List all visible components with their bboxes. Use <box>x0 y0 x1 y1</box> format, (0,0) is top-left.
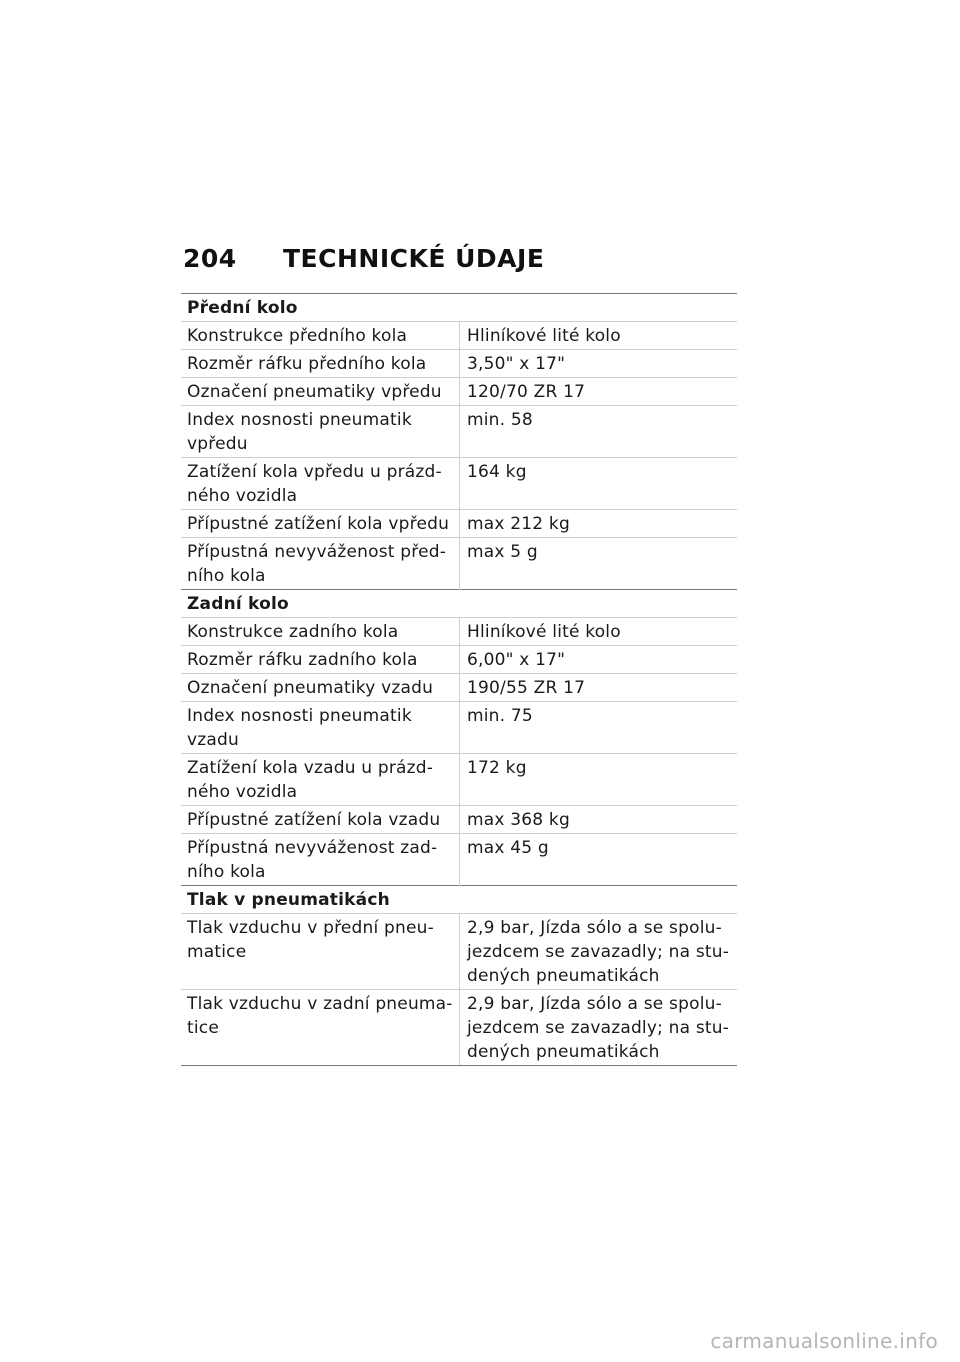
section-title: Zadní kolo <box>181 590 737 618</box>
table-row <box>181 458 737 510</box>
spec-value: max 45 g <box>460 834 738 886</box>
spec-label: Konstrukce předního kola <box>181 322 460 350</box>
page-title: TECHNICKÉ ÚDAJE <box>283 244 545 273</box>
table-row <box>181 538 737 590</box>
table-row <box>181 754 737 806</box>
spec-value: 2,9 bar, Jízda sólo a se spolu-jezdcem se zavazadly; na stu-dených pneumatikách <box>460 914 738 990</box>
spec-value: min. 75 <box>460 702 738 754</box>
spec-label: Přípustné zatížení kola vzadu <box>181 806 460 834</box>
spec-label: Přípustné zatížení kola vpředu <box>181 510 460 538</box>
spec-label: Rozměr ráfku zadního kola <box>181 646 460 674</box>
section-header-tire-pressure <box>181 886 737 914</box>
section-header-front-wheel <box>181 294 737 322</box>
spec-label: Index nosnosti pneumatik vzadu <box>181 702 460 754</box>
spec-value: 164 kg <box>460 458 738 510</box>
watermark: carmanualsonline.info <box>710 1329 938 1353</box>
spec-value: Hliníkové lité kolo <box>460 322 738 350</box>
table-row <box>181 806 737 834</box>
spec-label: Zatížení kola vpředu u prázd-ného vozidla <box>181 458 460 510</box>
table-row <box>181 510 737 538</box>
table-row <box>181 378 737 406</box>
table-row <box>181 702 737 754</box>
page-number: 204 <box>183 244 237 273</box>
table-row <box>181 674 737 702</box>
spec-label: Index nosnosti pneumatik vpředu <box>181 406 460 458</box>
spec-value: max 5 g <box>460 538 738 590</box>
spec-value: 190/55 ZR 17 <box>460 674 738 702</box>
spec-label: Zatížení kola vzadu u prázd-ného vozidla <box>181 754 460 806</box>
table-row <box>181 990 737 1066</box>
spec-value: 120/70 ZR 17 <box>460 378 738 406</box>
spec-label: Konstrukce zadního kola <box>181 618 460 646</box>
spec-value: 172 kg <box>460 754 738 806</box>
spec-label: Označení pneumatiky vpředu <box>181 378 460 406</box>
spec-label: Rozměr ráfku předního kola <box>181 350 460 378</box>
section-header-rear-wheel <box>181 590 737 618</box>
spec-label: Tlak vzduchu v přední pneu-matice <box>181 914 460 990</box>
spec-value: 6,00" x 17" <box>460 646 738 674</box>
spec-label: Přípustná nevyváženost před-ního kola <box>181 538 460 590</box>
spec-table <box>181 293 737 1066</box>
spec-value: min. 58 <box>460 406 738 458</box>
page-header <box>183 244 544 273</box>
spec-value: 3,50" x 17" <box>460 350 738 378</box>
spec-label: Přípustná nevyváženost zad-ního kola <box>181 834 460 886</box>
spec-label: Tlak vzduchu v zadní pneuma-tice <box>181 990 460 1066</box>
table-row <box>181 914 737 990</box>
table-row <box>181 406 737 458</box>
section-title: Tlak v pneumatikách <box>181 886 737 914</box>
table-row <box>181 350 737 378</box>
spec-label: Označení pneumatiky vzadu <box>181 674 460 702</box>
spec-value: 2,9 bar, Jízda sólo a se spolu-jezdcem se zavazadly; na stu-dených pneumatikách <box>460 990 738 1066</box>
table-row <box>181 646 737 674</box>
section-title: Přední kolo <box>181 294 737 322</box>
spec-value: Hliníkové lité kolo <box>460 618 738 646</box>
spec-value: max 212 kg <box>460 510 738 538</box>
spec-value: max 368 kg <box>460 806 738 834</box>
table-row <box>181 618 737 646</box>
table-row <box>181 834 737 886</box>
table-row <box>181 322 737 350</box>
